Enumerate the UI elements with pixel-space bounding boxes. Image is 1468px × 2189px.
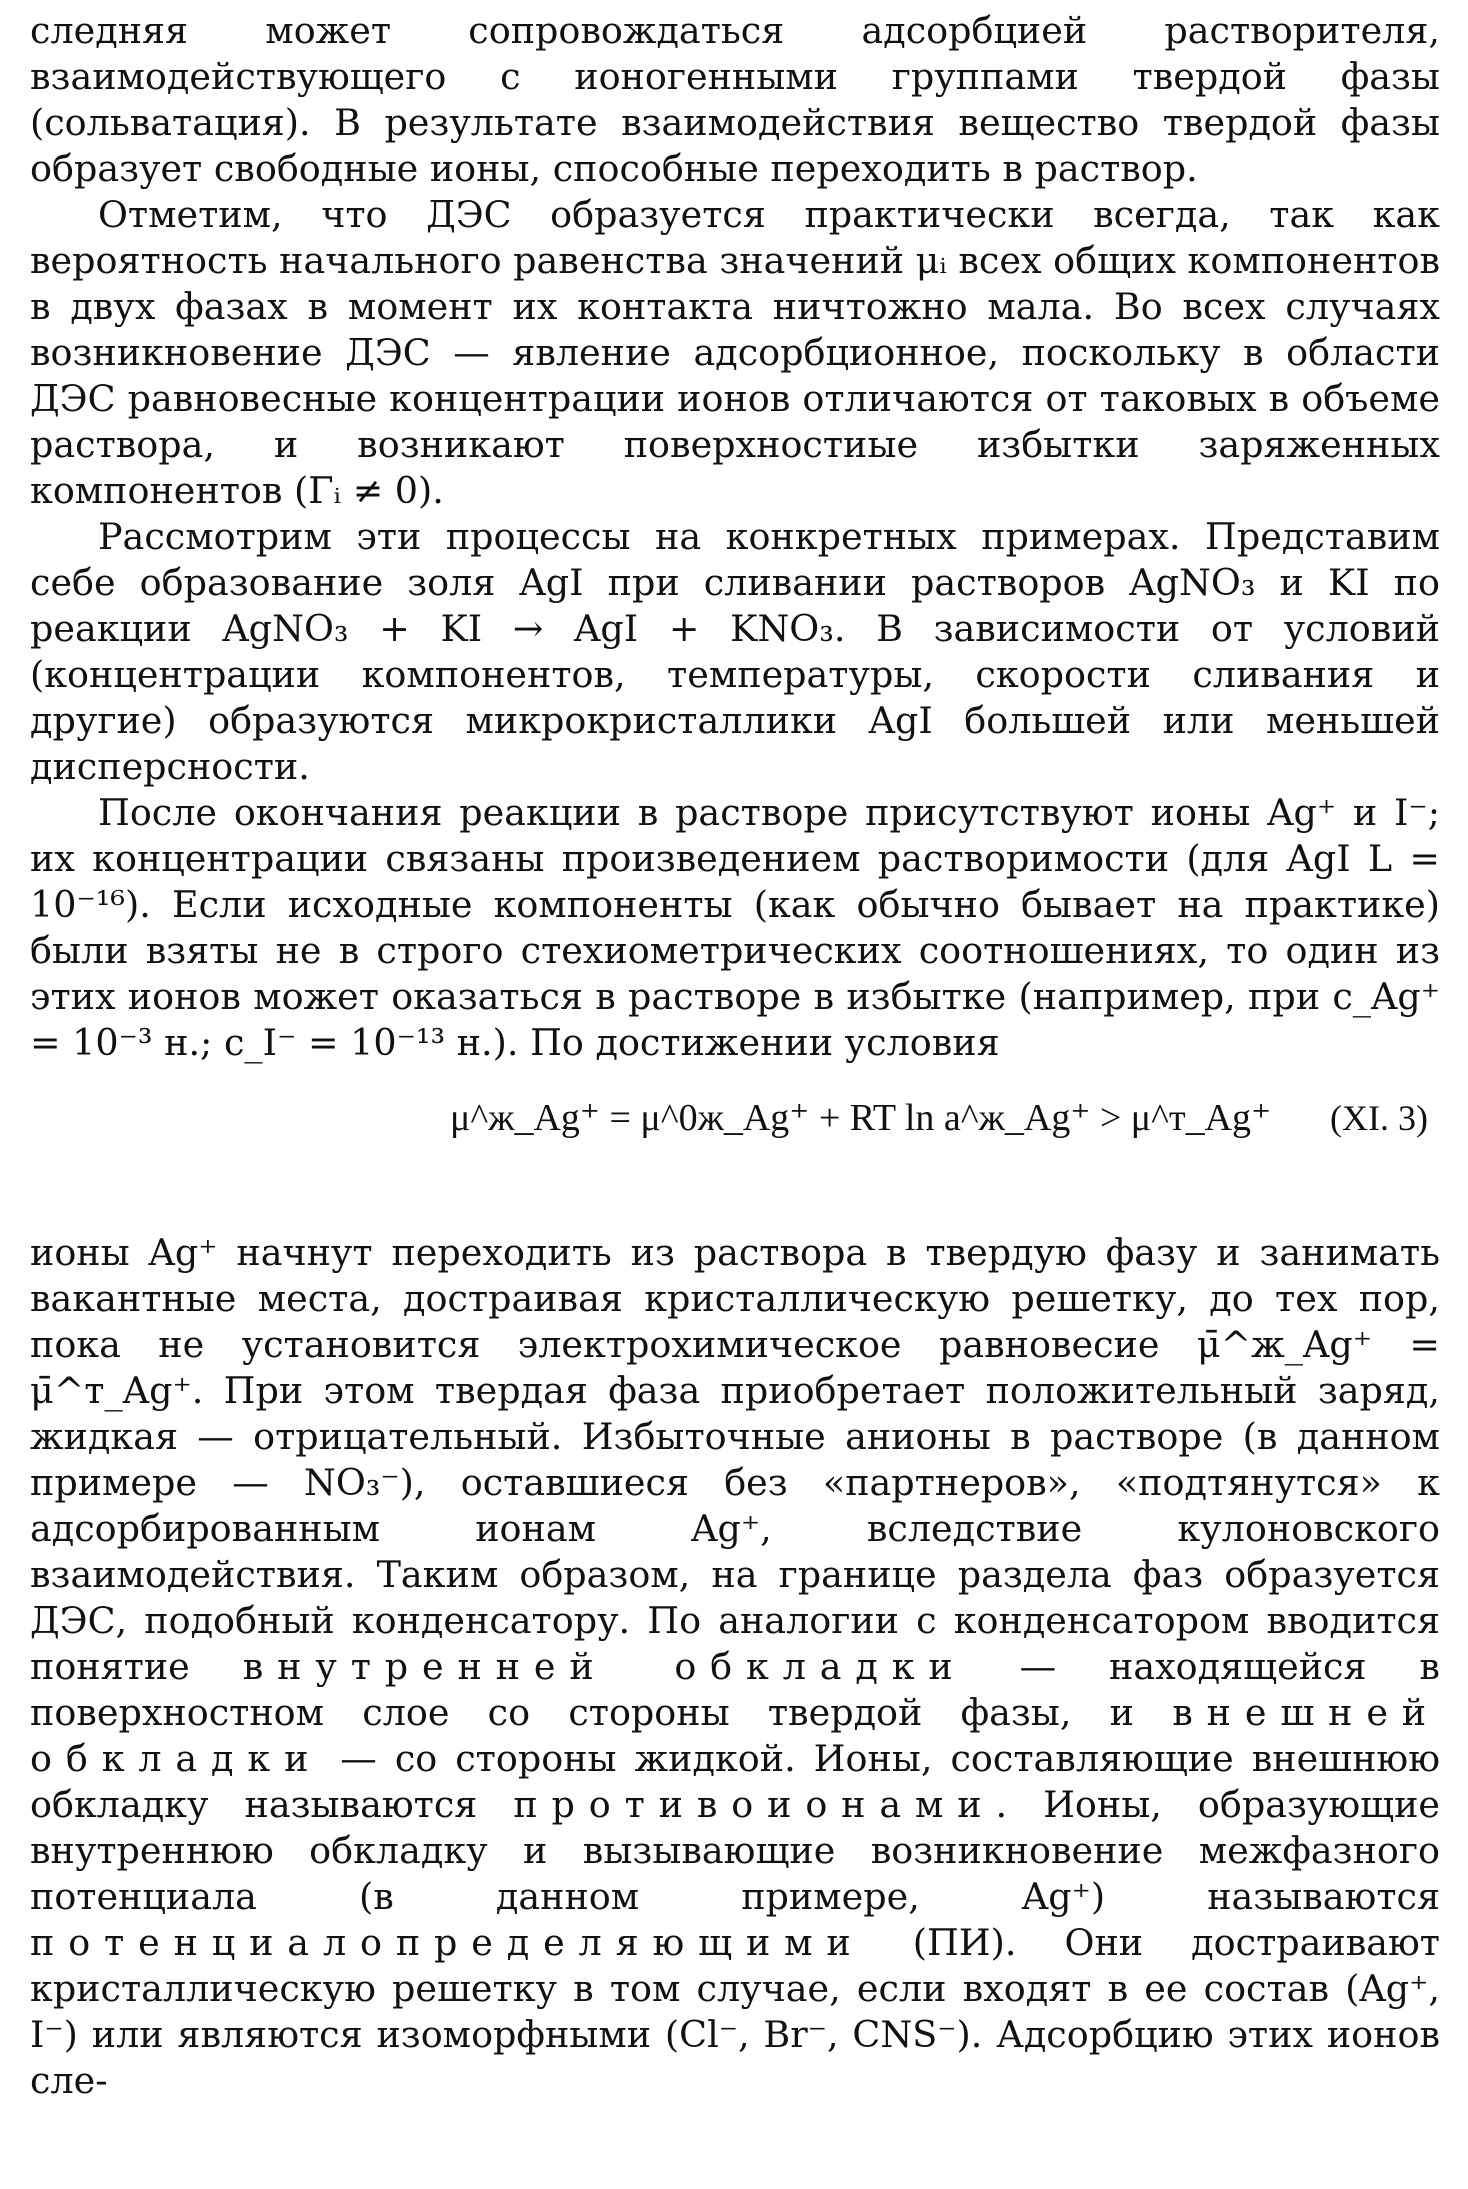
term-outer-plate: внешней обкладки xyxy=(30,1691,1441,1780)
equation-block xyxy=(30,1066,1440,1196)
term-inner-plate: внутренней обкладки xyxy=(242,1645,967,1688)
term-counterions: противоионами xyxy=(513,1783,996,1826)
paragraph-solvation: следняя может сопровождаться адсорбцией растворителя, взаимодействующего с ионогенными группами твердой фазы (сольватация). В результате взаимодействия вещество твердой фазы образует свободные ионы, способные переходить в раствор. xyxy=(30,9,1440,190)
spacer xyxy=(30,1196,1440,1230)
equation-number: (XI. 3) xyxy=(1330,1098,1428,1138)
text-mid-3: . Ионы, образующие внутреннюю обкладку и вызывающие возникновение межфазного потенциала (в данном примере, Ag⁺) называются xyxy=(30,1783,1440,1918)
paragraph-double-layer-structure xyxy=(30,1230,1440,2104)
equation-formula: μ^ж_Ag⁺ = μ^0ж_Ag⁺ + RT ln a^ж_Ag⁺ > μ^т_Ag⁺ xyxy=(450,1097,1272,1139)
paragraph-agi-sol-example: Рассмотрим эти процессы на конкретных примерах. Представим себе образование золя AgI при сливании растворов AgNO₃ и KI по реакции AgNO₃ + KI → AgI + KNO₃. В зависимости от условий (концентрации компонентов, температуры, скорости сливания и другие) образуются микрокристаллики AgI большей или меньшей дисперсности. xyxy=(30,515,1440,788)
paragraph-reaction-ions: После окончания реакции в растворе присутствуют ионы Ag⁺ и I⁻; их концентрации связаны произведением растворимости (для AgI L = 10⁻¹⁶). Если исходные компоненты (как обычно бывает на практике) были взяты не в строго стехиометрических соотношениях, то один из этих ионов может оказаться в растворе в избытке (например, при c_Ag⁺ = 10⁻³ н.; c_I⁻ = 10⁻¹³ н.). По достижении условия xyxy=(30,791,1440,1064)
text-mid-2: — со стороны жидкой. Ионы, составляющие внешнюю обкладку называются xyxy=(30,1737,1440,1826)
text-tail: (ПИ). Они достраивают кристаллическую решетку в том случае, если входят в ее состав (Ag⁺, I⁻) или являются изоморфными (Cl⁻, Br⁻, CNS⁻). Адсорбцию этих ионов сле- xyxy=(30,1921,1440,2102)
paragraph-des-formation: Отметим, что ДЭС образуется практически всегда, так как вероятность начального равенства значений μᵢ всех общих компонентов в двух фазах в момент их контакта ничтожно мала. Во всех случаях возникновение ДЭС — явление адсорбционное, поскольку в области ДЭС равновесные концентрации ионов отличаются от таковых в объеме раствора, и возникают поверхностиые избытки заряженных компонентов (Γᵢ ≠ 0). xyxy=(30,193,1440,512)
text-mid-1: — находящейся в поверхностном слое со стороны твердой фазы, и xyxy=(30,1645,1440,1734)
term-potential-determining: потенциалопределяющими xyxy=(30,1921,865,1964)
text-intro: ионы Ag⁺ начнут переходить из раствора в твердую фазу и занимать вакантные места, достраивая кристаллическую решетку, до тех пор, пока не установится электрохимическое равновесие μ̄^ж_Ag⁺ = μ̄^т_Ag⁺. При этом твердая фаза приобретает положительный заряд, жидкая — отрицательный. Избыточные анионы в растворе (в данном примере — NO₃⁻), оставшиеся без «партнеров», «подтянутся» к адсорбированным ионам Ag⁺, вследствие кулоновского взаимодействия. Таким образом, на границе раздела фаз образуется ДЭС, подобный конденсатору. По аналогии с конденсатором вводится понятие xyxy=(30,1231,1440,1688)
